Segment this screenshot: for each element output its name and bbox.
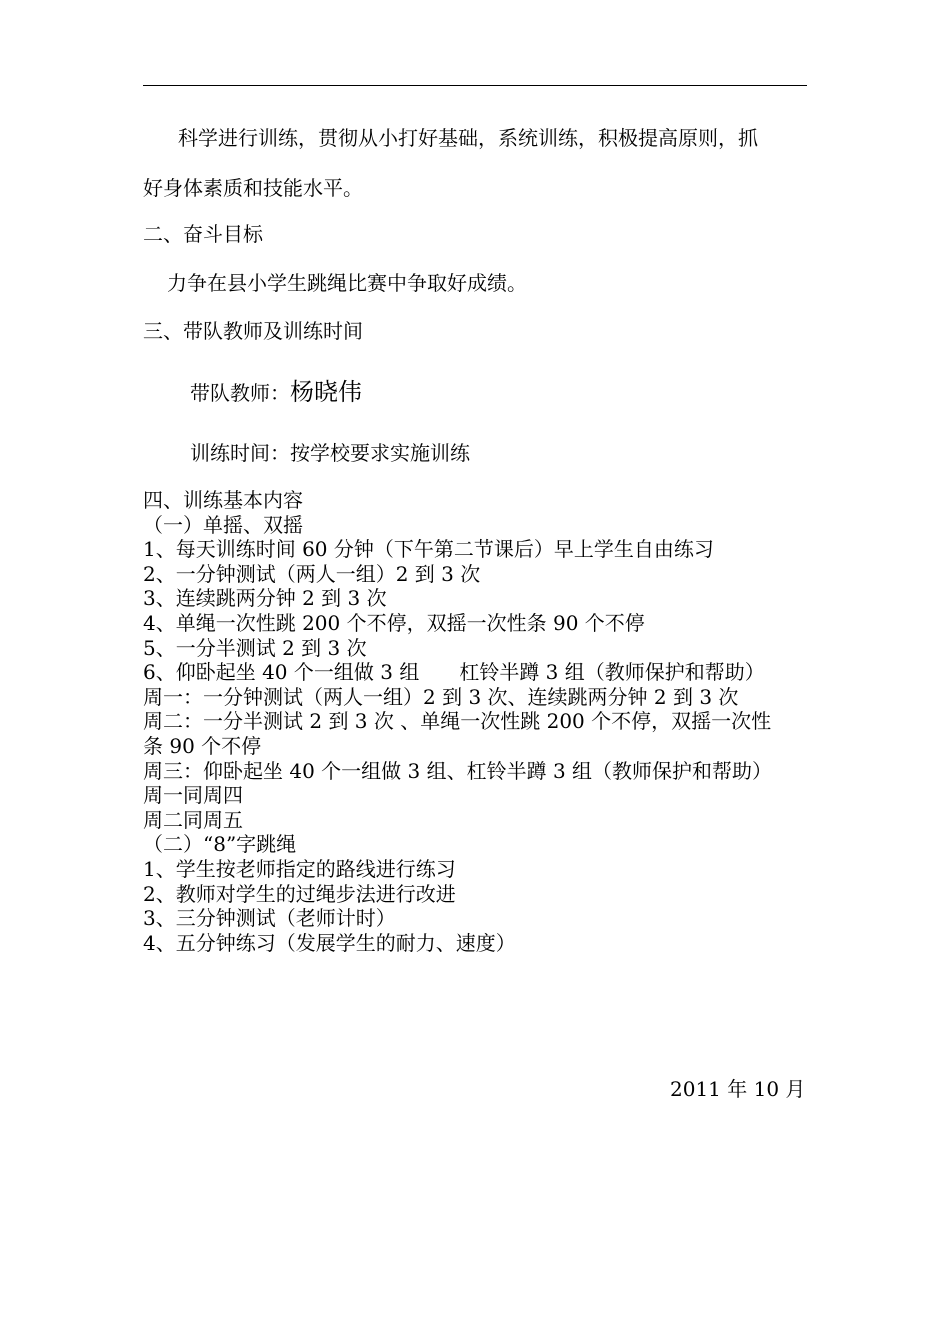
schedule-item-continued: 条 90 个不停 — [143, 733, 262, 758]
list-item: 3、连续跳两分钟 2 到 3 次 — [143, 586, 387, 611]
schedule-item: 周一同周四 — [143, 783, 243, 808]
document-date: 2011 年 10 月 — [670, 1077, 806, 1101]
schedule-item: 周二：一分半测试 2 到 3 次 、单绳一次性跳 200 个不停，双摇一次性 — [143, 709, 772, 734]
list-item: 3、三分钟测试（老师计时） — [143, 906, 396, 931]
training-content — [143, 488, 813, 955]
list-item: 4、五分钟练习（发展学生的耐力、速度） — [143, 930, 516, 955]
schedule-item: 周三：仰卧起坐 40 个一组做 3 组、杠铃半蹲 3 组（教师保护和帮助） — [143, 758, 773, 783]
section-heading-goal: 二、奋斗目标 — [143, 222, 263, 246]
teacher-label: 带队教师： — [190, 381, 290, 405]
list-item: 2、一分钟测试（两人一组）2 到 3 次 — [143, 561, 481, 586]
subsection-heading-figure-eight: （二）“8”字跳绳 — [143, 832, 297, 857]
training-time: 训练时间：按学校要求实施训练 — [190, 441, 470, 465]
list-item: 2、教师对学生的过绳步法进行改进 — [143, 881, 456, 906]
list-item: 6、仰卧起坐 40 个一组做 3 组 杠铃半蹲 3 组（教师保护和帮助） — [143, 660, 765, 685]
teacher-name: 杨晓伟 — [290, 378, 362, 406]
teacher-line — [190, 380, 362, 405]
section-heading-content: 四、训练基本内容 — [143, 488, 303, 512]
list-item: 1、每天训练时间 60 分钟（下午第二节课后）早上学生自由练习 — [143, 537, 714, 562]
header-rule — [143, 85, 807, 86]
list-item: 4、单绳一次性跳 200 个不停，双摇一次性条 90 个不停 — [143, 610, 645, 635]
list-item: 5、一分半测试 2 到 3 次 — [143, 635, 367, 660]
list-item: 1、学生按老师指定的路线进行练习 — [143, 856, 456, 881]
paragraph-line-1: 科学进行训练，贯彻从小打好基础，系统训练，积极提高原则，抓 — [178, 126, 758, 150]
paragraph-line-2: 好身体素质和技能水平。 — [143, 176, 363, 200]
subsection-heading-single-double: （一）单摇、双摇 — [143, 512, 303, 537]
schedule-item: 周二同周五 — [143, 807, 243, 832]
schedule-item: 周一：一分钟测试（两人一组）2 到 3 次、连续跳两分钟 2 到 3 次 — [143, 684, 739, 709]
goal-text: 力争在县小学生跳绳比赛中争取好成绩。 — [167, 271, 527, 295]
section-heading-teacher: 三、带队教师及训练时间 — [143, 319, 363, 343]
